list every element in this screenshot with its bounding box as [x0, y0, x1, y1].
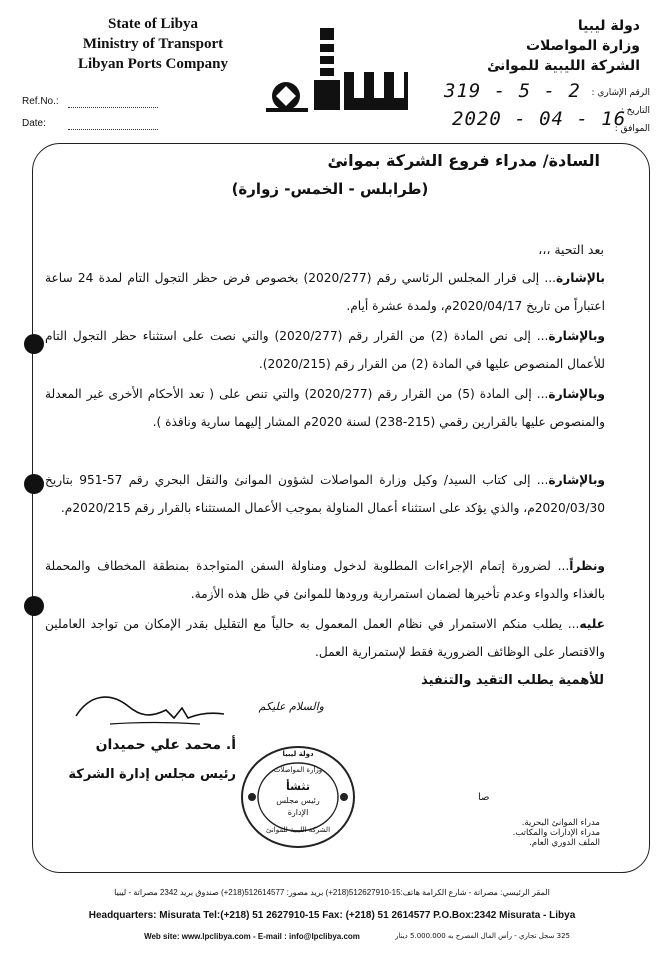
- date-line: [68, 129, 158, 130]
- footer-arabic: المقر الرئيسي: مصراتة - شارع الكرامة هاتف:15-512627910(218+) بريد مصور: 512614577(218+) صندوق بريد 2342 مصراتة - ليبيا: [114, 888, 550, 897]
- footer-capital: 325 سجل تجاري - رأس المال المصرح به 5.000.000 دينار: [395, 932, 570, 940]
- paragraph-lead: وبالإشارة: [548, 387, 605, 401]
- paragraph-lead: عليه: [579, 617, 605, 631]
- cc-mark: صا: [478, 792, 490, 803]
- paragraph-lead: ونظراً: [569, 559, 605, 573]
- paragraph-3: [45, 380, 605, 436]
- paragraph-5: [45, 552, 605, 608]
- greeting: بعد التحية ،،،: [538, 242, 604, 257]
- paragraph-lead: وبالإشارة: [548, 473, 605, 487]
- paragraph-text: ... إلى قرار المجلس الرئاسي رقم (2020/277) بخصوص فرض حظر التجول التام لمدة 24 ساعة اعتباراً من تاريخ 2020/04/17م، ولمدة عشرة أيام.: [45, 271, 605, 313]
- ar-hijri-label: الموافق :: [614, 124, 650, 134]
- signer-title: رئيس مجلس إدارة الشركة: [68, 767, 236, 782]
- signature: [70, 688, 230, 732]
- stamp-text-board: الإدارة: [287, 808, 309, 817]
- date-handwritten: 2020 - 04 - 16: [452, 108, 627, 130]
- stamp-text-state: دولة ليبيا: [282, 750, 314, 758]
- paragraph-lead: وبالإشارة: [548, 329, 605, 343]
- ref-label: Ref.No.:: [22, 96, 59, 107]
- cc-list: [452, 818, 600, 848]
- company-line: Libyan Ports Company: [77, 56, 229, 72]
- header-arabic: [440, 16, 640, 76]
- ref-line: [68, 107, 158, 108]
- addressee: السادة/ مدراء فروع الشركة بموانئ: [327, 151, 600, 170]
- punch-hole-mark: [24, 334, 44, 354]
- date-label: Date:: [22, 118, 46, 129]
- branches: (طرابلس - الخمس- زوارة): [231, 180, 429, 198]
- ministry-line: Ministry of Transport: [82, 36, 224, 52]
- paragraph-6: [45, 610, 605, 666]
- ar-company-line: الشركة الليبية للموانئ: [487, 58, 640, 74]
- punch-hole-mark: [24, 474, 44, 494]
- stamp-text-company: الشركة الليبية للموانئ: [265, 826, 331, 834]
- punch-hole-mark: [24, 596, 44, 616]
- state-line: State of Libya: [108, 16, 198, 32]
- cc-item: مدراء الإدارات والمكاتب.: [512, 828, 600, 838]
- paragraph-1: [45, 264, 605, 320]
- footer-website: Web site: www.lpclibya.com - E-mail : info@lpclibya.com: [144, 932, 360, 941]
- ar-state-line: دولة ليبيا: [577, 18, 640, 34]
- paragraph-text: ... إلى المادة (5) من القرار رقم (2020/277) والتي تنص على ( تعد الأحكام الأخرى غير المعدلة والمنصوص عليها بالقرارين رقمي (215-238) لسنة 2020م المشار إليهما سارية ونافذة ).: [45, 387, 605, 429]
- stamp-logo-text: تثشأ: [286, 780, 310, 793]
- paragraph-text: ... يطلب منكم الاستمرار في نظام العمل المعمول به حالياً مع التقليل بقدر الإمكان من تواجد العاملين والاقتصار على الوظائف الضرورية فقط لإستمرارية العمل.: [45, 617, 605, 659]
- stamp-text-chairman: رئيس مجلس: [276, 796, 320, 805]
- paragraph-lead: بالإشارة: [555, 271, 605, 285]
- paragraph-4: [45, 466, 605, 522]
- signer-name: أ. محمد علي حميدان: [95, 737, 236, 753]
- paragraph-text: ... إلى كتاب السيد/ وكيل وزارة المواصلات لشؤون الموانئ والنقل البحري رقم 57-951 بتاريخ 2020/03/30م، والذي يؤكد على استثناء أعمال المناولة بموجب الأعمال المستثناء بالقرار رقم 2020/215م.: [45, 473, 605, 515]
- importance-note: للأهمية يطلب التقيد والتنفيذ: [421, 673, 604, 688]
- stamp-text-ministry: وزارة المواصلات: [273, 766, 323, 774]
- cc-item: مدراء الموانئ البحرية.: [521, 818, 600, 828]
- company-logo: [262, 18, 412, 118]
- ref-number-handwritten: 319 - 5 - 2: [444, 80, 581, 102]
- ar-ministry-line: وزارة المواصلات: [525, 38, 640, 54]
- ar-ref-label: الرقم الإشاري :: [591, 88, 650, 98]
- closing: والسلام عليكم: [258, 700, 324, 713]
- cc-item: الملف الدوري العام.: [529, 838, 600, 848]
- header-english: [48, 14, 258, 74]
- paragraph-2: [45, 322, 605, 378]
- footer-headquarters: Headquarters: Misurata Tel:(+218) 51 2627910-15 Fax: (+218) 51 2614577 P.O.Box:2342 Misurata - Libya: [88, 910, 576, 921]
- paragraph-text: ... إلى نص المادة (2) من القرار رقم (2020/277) والتي نصت على استثناء حظر التجول التام للأعمال المنصوص عليها في المادة (2) من القرار رقم (2020/215).: [45, 329, 605, 371]
- paragraph-text: ... لضرورة إتمام الإجراءات المطلوبة لدخول ومناولة السفن المتواجدة بمنطقة المخطاف والمحملة بالغذاء والدواء وعدم تأخيرها لضمان استمرارية ورودها للموانئ في ظل هذه الأزمة.: [45, 559, 605, 601]
- ar-date-label: التاريخ :: [620, 106, 650, 116]
